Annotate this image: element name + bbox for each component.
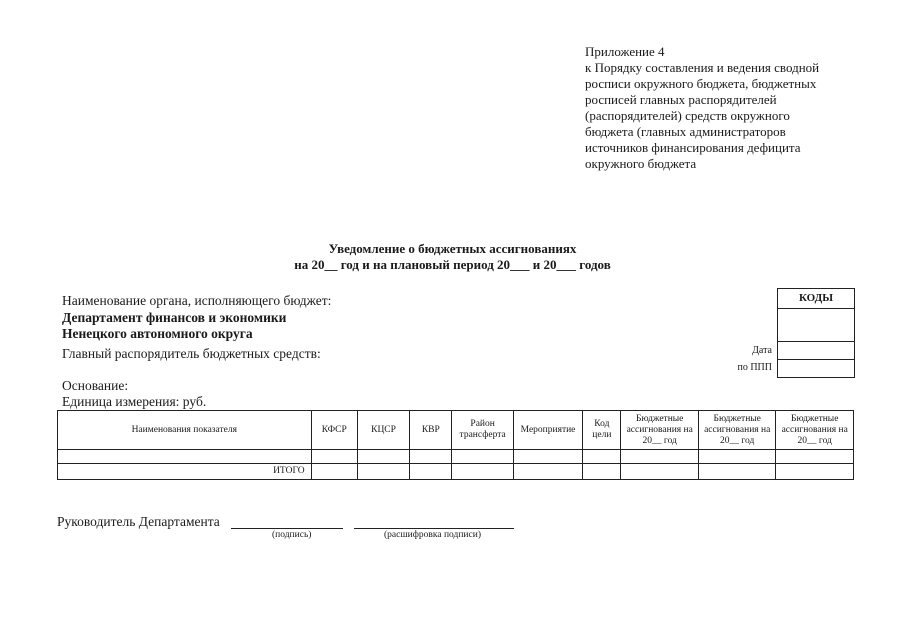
column-header: Бюджетные ассигнования на 20__ год — [776, 411, 854, 450]
table-cell — [410, 450, 452, 464]
column-header: Наименования показателя — [58, 411, 312, 450]
table-cell — [357, 464, 409, 480]
manager-label: Главный распорядитель бюджетных средств: — [62, 346, 321, 361]
codes-cell-date — [778, 342, 854, 360]
appendix-line: источников финансирования дефицита — [585, 140, 801, 155]
appendix-line: росписи окружного бюджета, бюджетных — [585, 76, 817, 91]
signature-caption: (подпись) — [272, 530, 312, 540]
executor-name-2: Ненецкого автономного округа — [62, 326, 253, 341]
table-cell — [311, 464, 357, 480]
table-cell — [583, 450, 621, 464]
table-cell — [698, 464, 775, 480]
column-header: КФСР — [311, 411, 357, 450]
table-cell — [452, 450, 513, 464]
document-title — [0, 241, 905, 273]
table-cell — [452, 464, 513, 480]
appendix-line: бюджета (главных администраторов — [585, 124, 786, 139]
column-header: КЦСР — [357, 411, 409, 450]
table-cell — [621, 450, 698, 464]
appendix-line: к Порядку составления и ведения сводной — [585, 60, 820, 75]
table-cell — [410, 464, 452, 480]
table-cell — [621, 464, 698, 480]
executor-name-1: Департамент финансов и экономики — [62, 310, 287, 325]
table-cell — [698, 450, 775, 464]
appendix-line: Приложение 4 — [585, 44, 665, 59]
column-header: Бюджетные ассигнования на 20__ год — [621, 411, 698, 450]
decode-line — [354, 528, 514, 529]
executor-label: Наименование органа, исполняющего бюджет: — [62, 293, 332, 308]
total-label: ИТОГО — [58, 464, 312, 480]
column-header: Район трансферта — [452, 411, 513, 450]
codes-cell-executor — [778, 309, 854, 342]
table-cell — [583, 464, 621, 480]
date-label: Дата — [752, 345, 772, 356]
signature-line — [231, 528, 343, 529]
column-header: Бюджетные ассигнования на 20__ год — [698, 411, 775, 450]
table-row — [58, 450, 854, 464]
table-cell — [311, 450, 357, 464]
title-line-2: на 20__ год и на плановый период 20___ и 20___ годов — [294, 257, 611, 272]
codes-header: КОДЫ — [778, 289, 854, 309]
column-header: КВР — [410, 411, 452, 450]
signature-label: Руководитель Департамента — [57, 514, 220, 529]
table-cell — [513, 464, 582, 480]
title-line-1: Уведомление о бюджетных ассигнованиях — [328, 241, 577, 256]
appendix-line: росписей главных распорядителей — [585, 92, 777, 107]
appendix-line: (распорядителей) средств окружного — [585, 108, 790, 123]
appendix-line: окружного бюджета — [585, 156, 697, 171]
table-cell — [776, 450, 854, 464]
column-header: Мероприятие — [513, 411, 582, 450]
table-cell — [513, 450, 582, 464]
appendix-note — [585, 44, 885, 172]
codes-box — [777, 288, 855, 378]
unit-label: Единица измерения: руб. — [62, 394, 207, 409]
codes-cell-ppp — [778, 360, 854, 377]
ppp-label: по ППП — [737, 362, 772, 373]
table-cell — [58, 450, 312, 464]
table-cell — [357, 450, 409, 464]
table-header-row — [58, 411, 854, 450]
table-cell — [776, 464, 854, 480]
allocations-table — [57, 410, 854, 480]
basis-label: Основание: — [62, 378, 129, 393]
decode-caption: (расшифровка подписи) — [384, 530, 481, 540]
total-row — [58, 464, 854, 480]
column-header: Код цели — [583, 411, 621, 450]
